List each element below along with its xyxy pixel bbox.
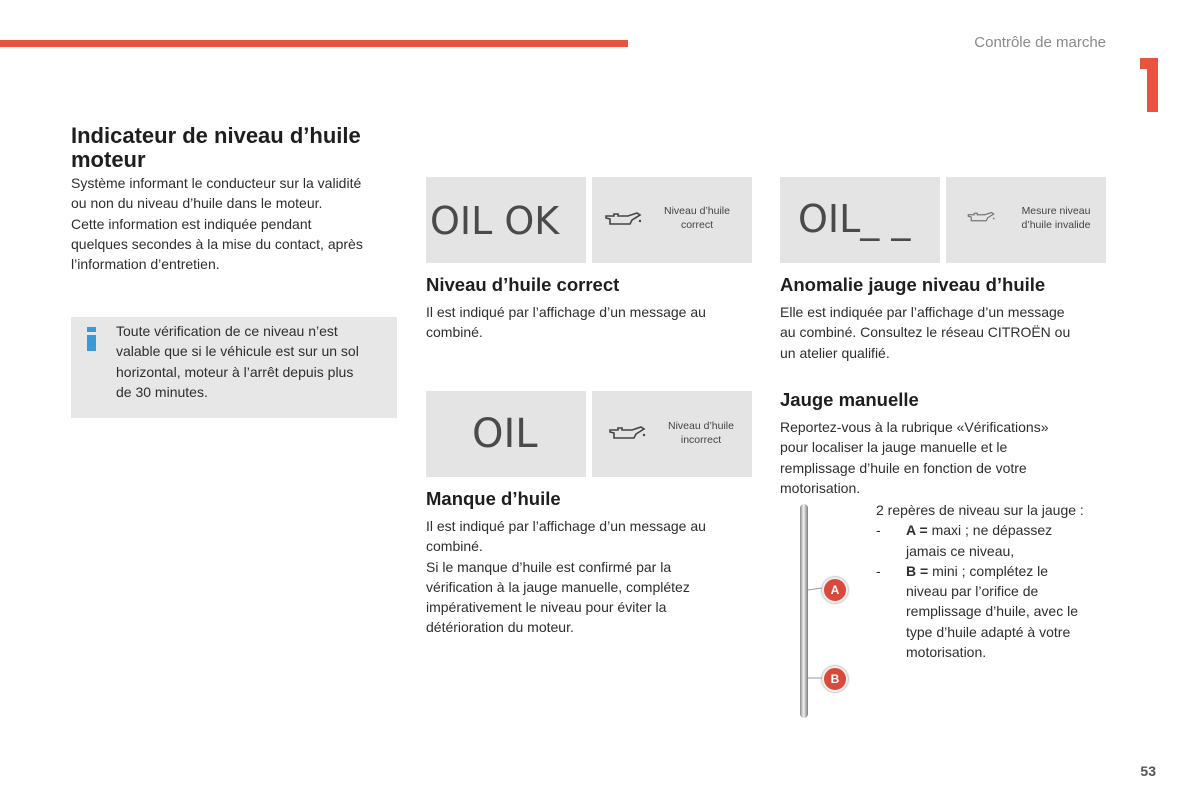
page-title: Indicateur de niveau d’huile moteur — [71, 123, 361, 172]
display-oil-ok — [426, 177, 586, 263]
text-line: détérioration du moteur. — [426, 619, 574, 636]
text-manque-huile — [426, 516, 756, 638]
repere-eq: = — [916, 562, 933, 579]
text-line: Reportez-vous à la rubrique «Vérifications» — [780, 419, 1049, 435]
header-accent-bar — [0, 40, 628, 47]
intro-line: quelques secondes à la mise du contact, après — [71, 235, 363, 252]
repere-text: mini ; complétez le — [932, 562, 1049, 579]
page-number: 53 — [1140, 763, 1156, 779]
text-line: combiné. — [426, 324, 483, 341]
text-line: un atelier qualifié. — [780, 344, 890, 361]
text-line: combiné. — [426, 538, 483, 555]
repere-key: B — [906, 562, 917, 579]
display-oil-ok-text: OIL OK — [430, 199, 560, 243]
text-jauge-manuelle — [780, 417, 1110, 498]
text-line: Si le manque d’huile est confirmé par la — [426, 558, 672, 575]
intro-text — [71, 173, 411, 274]
heading-jauge-manuelle: Jauge manuelle — [780, 389, 919, 410]
repere-text: motorisation. — [906, 644, 987, 661]
display-oil-invalid-text: OIL_ _ — [798, 197, 911, 241]
marker-b: B — [822, 666, 848, 692]
text-niveau-correct — [426, 302, 756, 343]
repere-text: remplissage d’huile, avec le — [906, 603, 1078, 620]
intro-line: Système informant le conducteur sur la validité — [71, 175, 362, 191]
repere-eq: = — [915, 522, 932, 539]
info-line: de 30 minutes. — [116, 383, 208, 400]
info-line: Toute vérification de ce niveau n’est — [116, 323, 338, 339]
text-line: vérification à la jauge manuelle, complétez — [426, 578, 690, 595]
text-line: Il est indiqué par l’affichage d’un message au — [426, 518, 706, 534]
reperes-list — [876, 520, 1116, 662]
heading-manque-huile: Manque d’huile — [426, 488, 561, 509]
display-oil-ok-label-panel — [592, 177, 752, 263]
intro-line: Cette information est indiquée pendant — [71, 215, 312, 232]
repere-b — [876, 561, 1116, 662]
repere-text: type d’huile adapté à votre — [906, 623, 1071, 640]
text-anomalie-jauge — [780, 302, 1110, 363]
text-line: Elle est indiquée par l’affichage d’un message — [780, 304, 1065, 320]
repere-a — [876, 520, 1116, 561]
text-line: remplissage d’huile en fonction de votre — [780, 459, 1027, 476]
chapter-number — [1134, 58, 1160, 112]
display-oil-label: Niveau d’huile incorrect — [668, 420, 734, 446]
list-dash: - — [876, 562, 881, 579]
info-box — [71, 317, 397, 418]
text-line: motorisation. — [780, 479, 861, 496]
info-text — [116, 321, 391, 402]
intro-line: ou non du niveau d’huile dans le moteur. — [71, 195, 323, 212]
list-dash: - — [876, 522, 881, 539]
intro-line: l’information d’entretien. — [71, 256, 220, 273]
text-line: pour localiser la jauge manuelle et le — [780, 439, 1008, 456]
info-icon — [87, 327, 96, 351]
heading-anomalie-jauge: Anomalie jauge niveau d’huile — [780, 274, 1046, 295]
info-line: valable que si le véhicule est sur un sol — [116, 343, 359, 360]
display-oil-invalid-label: Mesure niveau d’huile invalide — [1021, 205, 1091, 231]
display-oil-ok-label: Niveau d’huile correct — [664, 205, 730, 231]
oil-can-icon — [604, 211, 642, 227]
info-line: horizontal, moteur à l’arrêt depuis plus — [116, 363, 354, 380]
text-line: Il est indiqué par l’affichage d’un message au — [426, 304, 706, 320]
display-oil-label-panel — [592, 391, 752, 477]
reperes-intro: 2 repères de niveau sur la jauge : — [876, 502, 1084, 518]
repere-text: jamais ce niveau, — [906, 542, 1015, 559]
oil-can-icon — [608, 425, 646, 441]
repere-text: maxi ; ne dépassez — [931, 522, 1053, 539]
text-line: au combiné. Consultez le réseau CITROËN ou — [780, 324, 1071, 341]
display-oil-text: OIL — [472, 411, 538, 457]
text-line: impérativement le niveau pour éviter la — [426, 599, 667, 616]
display-oil — [426, 391, 586, 477]
reperes-block — [876, 500, 1116, 662]
marker-a: A — [822, 577, 848, 603]
oil-can-icon — [966, 211, 996, 223]
section-title: Contrôle de marche — [974, 34, 1106, 51]
display-oil-invalid-label-panel — [946, 177, 1106, 263]
repere-text: niveau par l’orifice de — [906, 583, 1039, 600]
display-oil-invalid — [780, 177, 940, 263]
heading-niveau-correct: Niveau d’huile correct — [426, 274, 620, 295]
repere-key: A — [906, 522, 916, 539]
